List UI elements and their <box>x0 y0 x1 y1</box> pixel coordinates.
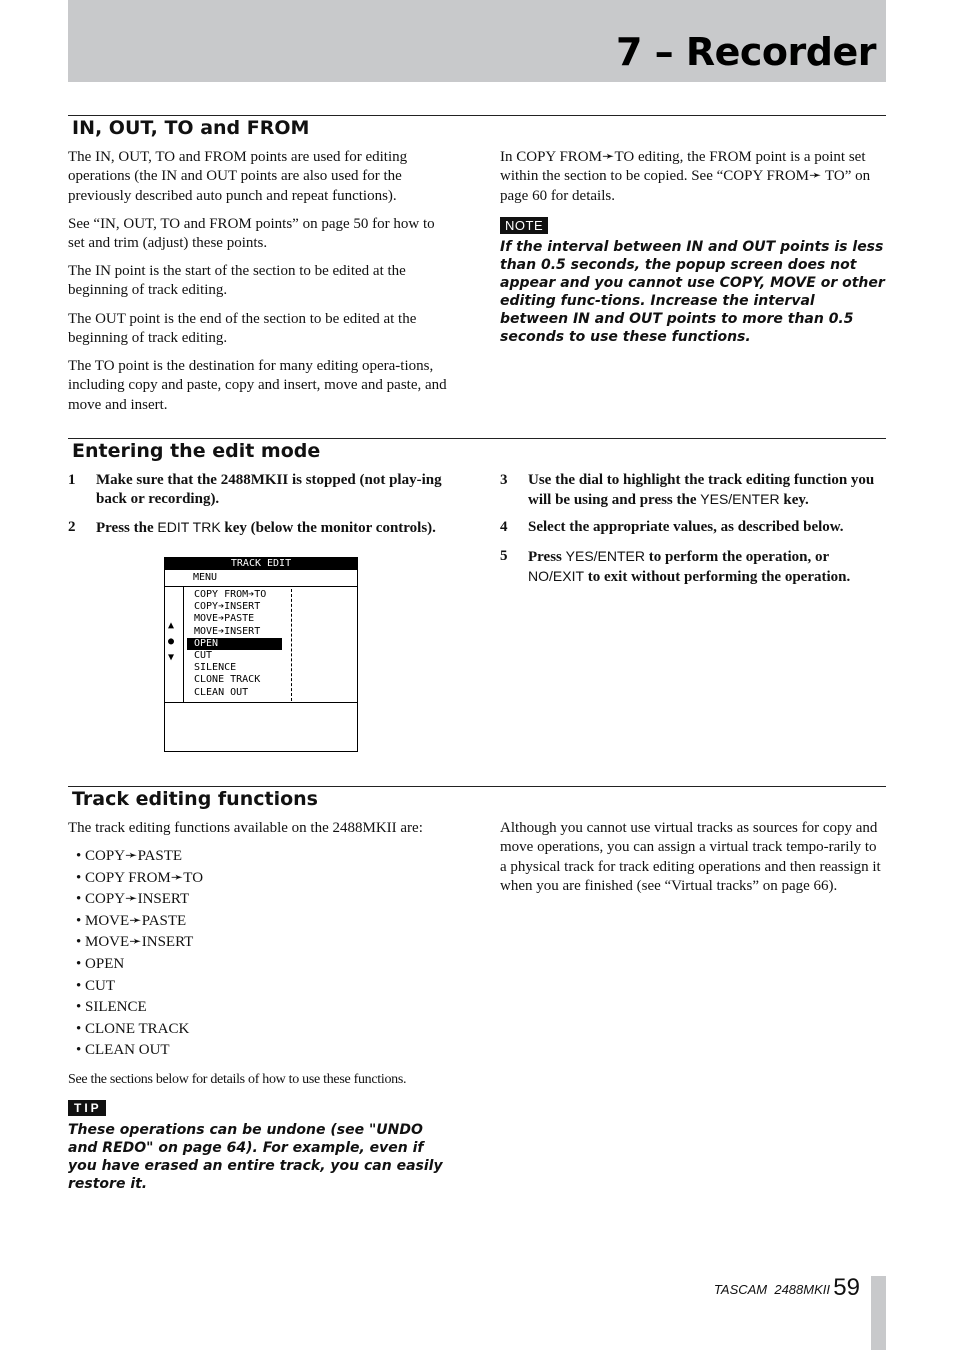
step-number: 3 <box>500 472 508 488</box>
function-list <box>76 846 203 1062</box>
lcd-title: TRACK EDIT <box>165 558 357 570</box>
lcd-menu-item: CLONE TRACK <box>194 674 261 686</box>
lcd-divider <box>165 702 357 703</box>
section-rule <box>68 786 886 787</box>
list-item: • CLEAN OUT <box>76 1042 170 1059</box>
list-item: • COPY➛INSERT <box>76 891 190 908</box>
arrow-down-icon: ▼ <box>168 652 175 663</box>
step-text: Make sure that the 2488MKII is stopped (not play-ing back or recording). <box>96 472 442 508</box>
section-rule <box>68 438 886 439</box>
lcd-menu-item: COPY➔INSERT <box>194 601 261 613</box>
section-rule <box>68 115 886 116</box>
paragraph-copy-from: In COPY FROM➛TO editing, the FROM point is a point set within the section to be copied. See “COPY FROM➛ TO” on page 60 for details. <box>500 149 871 204</box>
page-number: 59 <box>833 1274 860 1301</box>
step-number: 4 <box>500 519 508 535</box>
step-3 <box>500 471 886 511</box>
paragraph: The OUT point is the end of the section to be edited at the beginning of track editing. <box>68 311 417 347</box>
lcd-menu-item: SILENCE <box>194 662 237 674</box>
list-item: • SILENCE <box>76 999 147 1016</box>
list-item: • CUT <box>76 977 116 994</box>
tip-badge: TIP <box>68 1100 106 1116</box>
paragraph: The IN point is the start of the section to be edited at the beginning of track editing. <box>68 263 406 299</box>
note-badge: NOTE <box>500 217 548 234</box>
lcd-dotted-divider <box>291 589 292 701</box>
lcd-track-edit-screen <box>164 557 358 752</box>
list-item: • MOVE➛INSERT <box>76 934 194 951</box>
lcd-menu-list <box>187 589 282 699</box>
lcd-menu-item: CLEAN OUT <box>194 686 249 698</box>
step-text: Select the appropriate values, as described below. <box>528 519 844 535</box>
list-item: • MOVE➛PASTE <box>76 912 187 929</box>
lcd-menu-item-selected: OPEN <box>187 638 282 650</box>
step-4 <box>500 518 886 537</box>
lcd-menu-item: MOVE➔INSERT <box>194 625 261 637</box>
lcd-menu-item: COPY FROM➔TO <box>194 589 267 600</box>
lcd-menu-item: CUT <box>194 649 213 661</box>
step-5 <box>500 547 886 588</box>
tip-text: These operations can be undone (see "UNDO and REDO" on page 64). For example, even if you have erased an entire track, you can easily restore it. <box>68 1122 443 1192</box>
arrow-up-icon: ▲ <box>168 620 175 631</box>
lcd-subtitle: MENU <box>165 570 357 587</box>
section-title-track-editing: Track editing functions <box>72 788 318 810</box>
lcd-divider <box>183 587 184 702</box>
paragraph: The TO point is the destination for many editing opera-tions, including copy and paste, copy and insert, move and paste, and move and insert. <box>68 358 447 413</box>
key-label: YES/ENTER <box>700 491 780 508</box>
footer-brand: TASCAM 2488MKII <box>713 1282 830 1297</box>
paragraph-intro: The track editing functions available on the 2488MKII are: <box>68 820 423 836</box>
note-text: If the interval between IN and OUT points is less than 0.5 seconds, the popup screen does not appear and you cannot use COPY, MOVE or other editing func-tions. Increase the interval between IN and OUT points to more than 0.5 seconds to use these functions. <box>500 239 885 345</box>
step-number: 1 <box>68 472 76 488</box>
key-label: YES/ENTER <box>565 548 645 564</box>
paragraph: The IN, OUT, TO and FROM points are used for editing operations (the IN and OUT points are also used for the previously described auto punch and repeat functions). <box>68 149 408 204</box>
key-label: EDIT TRK <box>157 519 221 535</box>
paragraph: See “IN, OUT, TO and FROM points” on page 50 for how to set and trim (adjust) these points. <box>68 216 435 252</box>
dial-icon: ● <box>168 636 175 647</box>
step-text: Press YES/ENTER to perform the operation, or NO/EXIT to exit without performing the operation. <box>528 548 851 586</box>
paragraph-see-below: See the sections below for details of how to use these functions. <box>68 1072 407 1087</box>
section-title-edit-mode: Entering the edit mode <box>72 440 321 462</box>
list-item: • CLONE TRACK <box>76 1020 190 1037</box>
step-number: 2 <box>68 519 76 535</box>
step-1 <box>68 471 453 510</box>
chapter-title: 7 – Recorder <box>615 30 876 74</box>
step-2 <box>68 518 468 538</box>
list-item: • COPY FROM➛TO <box>76 869 204 886</box>
list-item: • COPY➛PASTE <box>76 848 183 864</box>
step-number: 5 <box>500 548 508 564</box>
lcd-menu-item: MOVE➔PASTE <box>194 613 255 625</box>
key-label: NO/EXIT <box>528 568 585 585</box>
section-title-in-out: IN, OUT, TO and FROM <box>72 117 310 139</box>
footer-tab <box>871 1276 886 1350</box>
list-item: • OPEN <box>76 955 125 972</box>
step-text: Use the dial to highlight the track editing function you will be using and press the YES/ENTER key. <box>528 472 875 509</box>
paragraph-virtual-tracks: Although you cannot use virtual tracks as sources for copy and move operations, you can assign a virtual track tempo-rarily to a physical track for track editing operations and then reassign it when you are finished (see “Virtual tracks” on page 66). <box>500 820 881 894</box>
step-text: Press the EDIT TRK key (below the monitor controls). <box>96 519 436 536</box>
